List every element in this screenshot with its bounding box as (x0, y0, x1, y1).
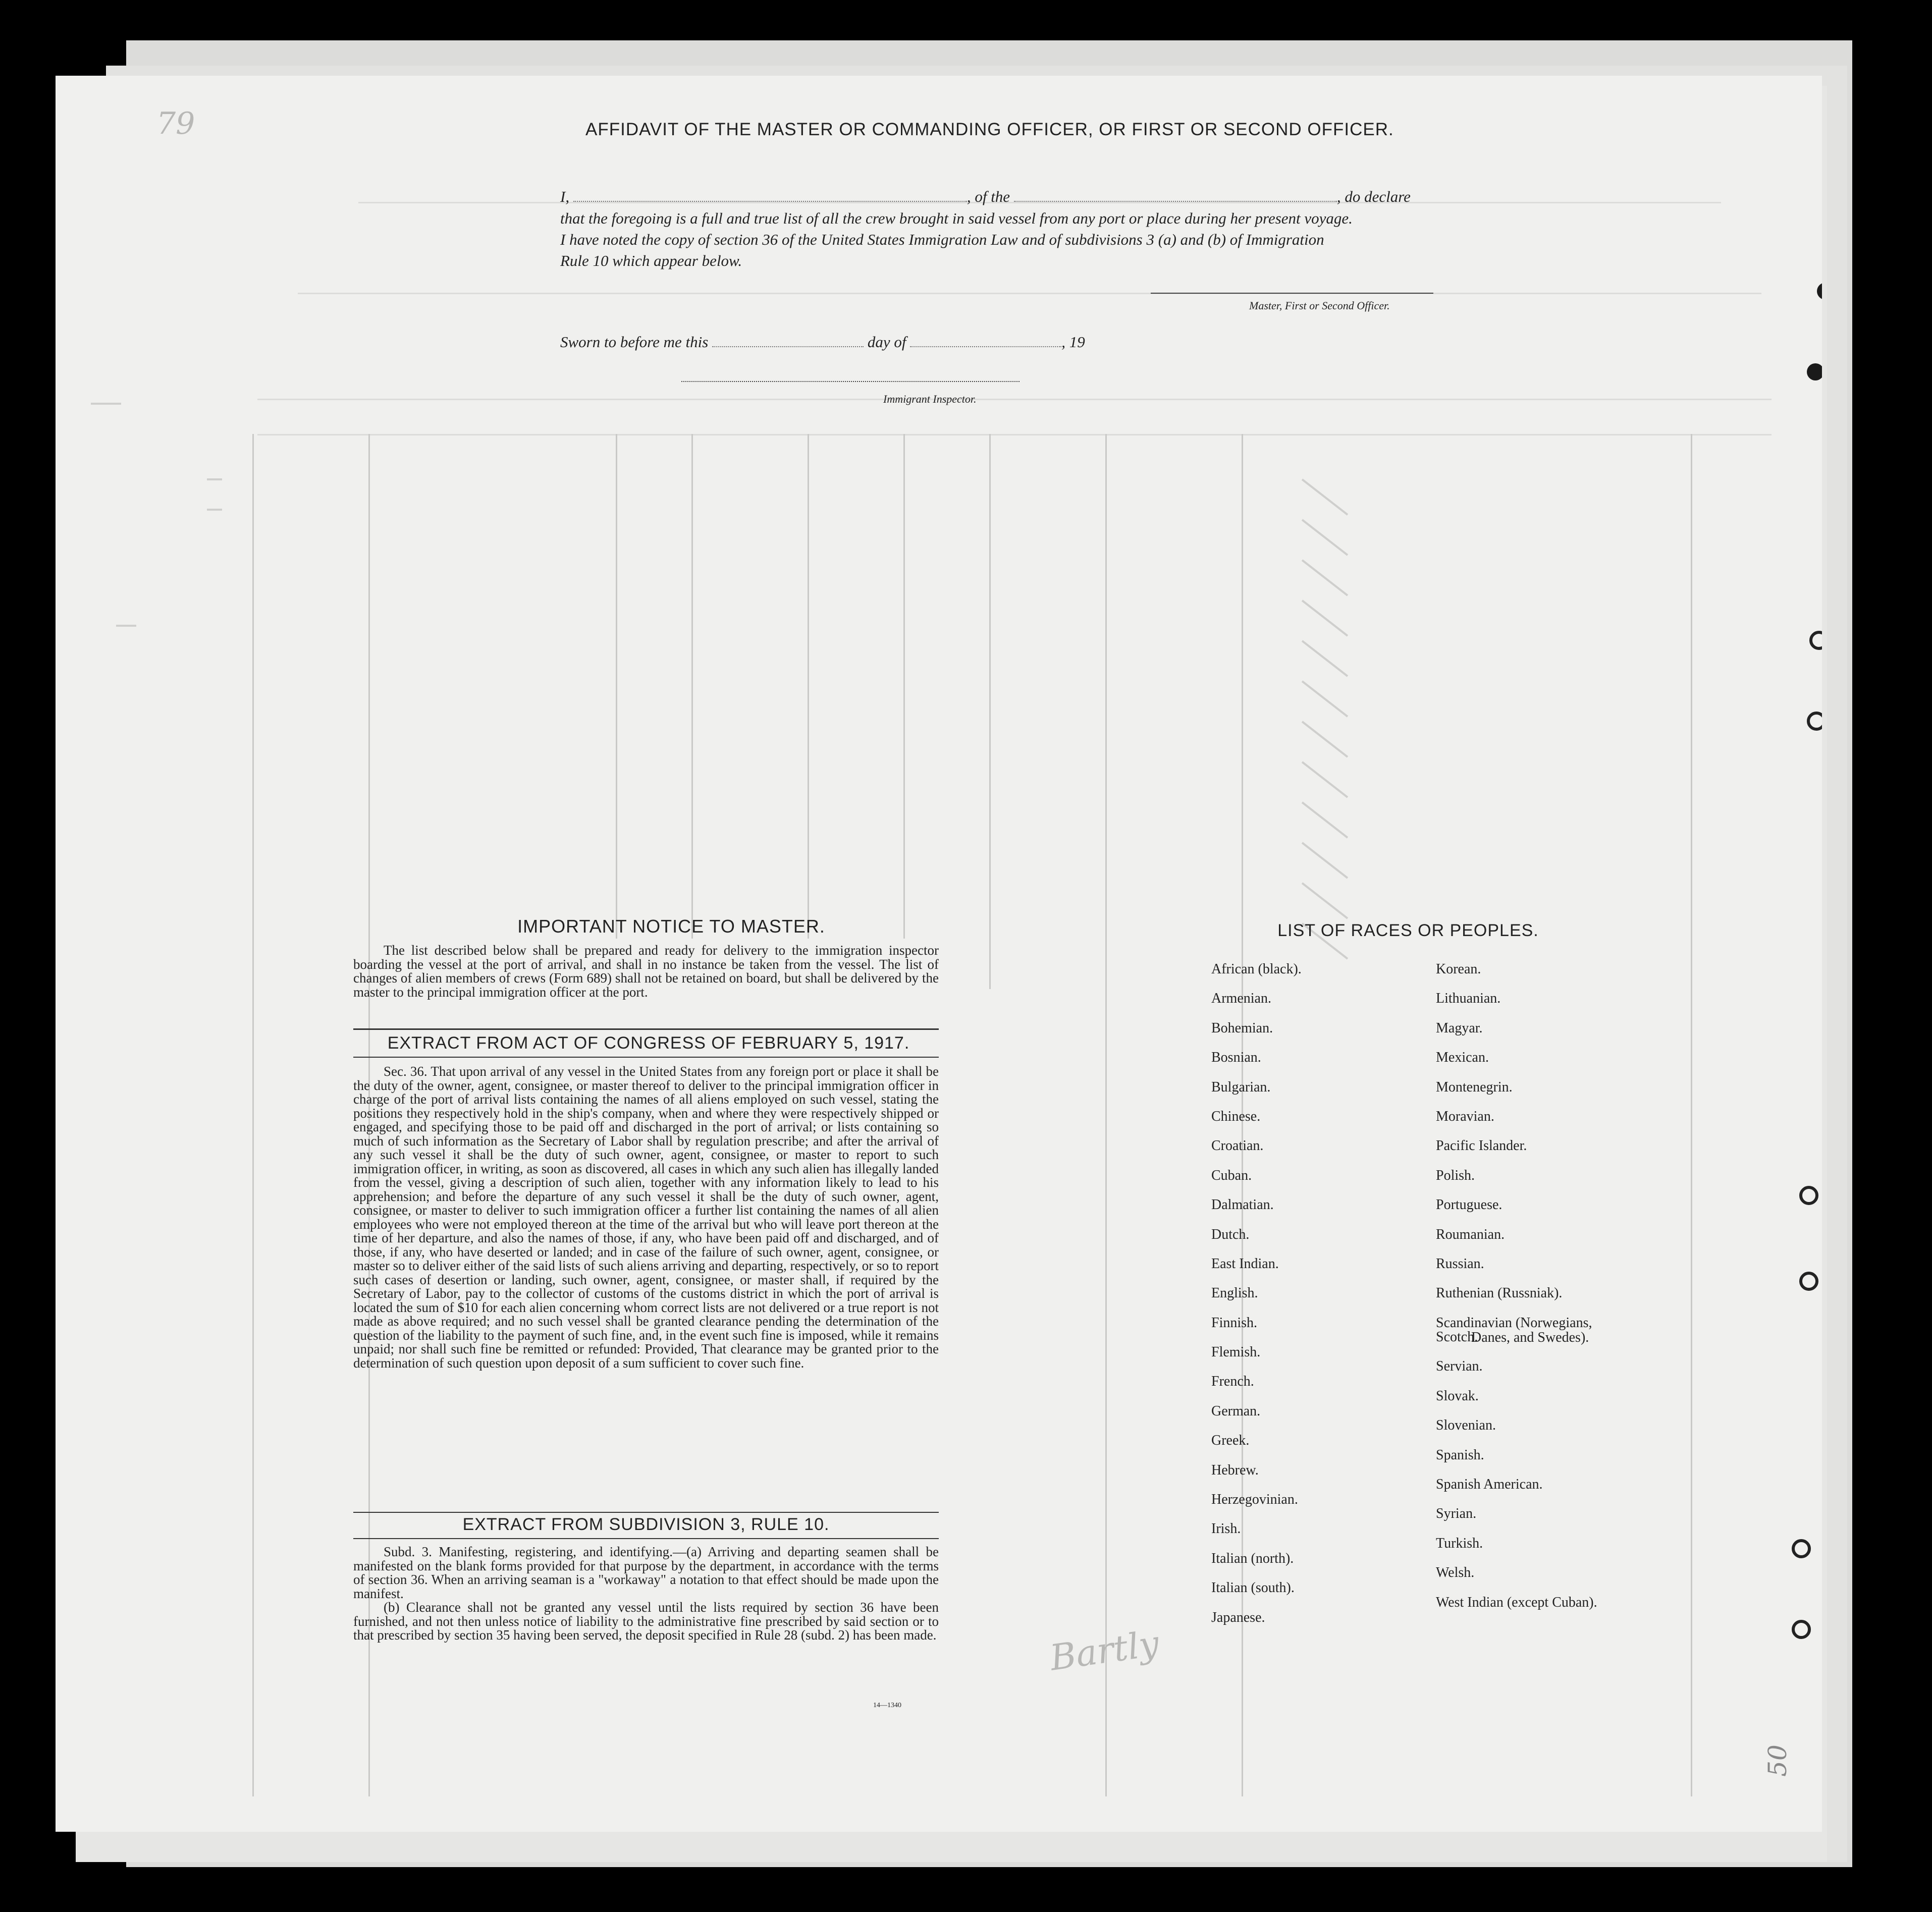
punch-hole-icon (1807, 363, 1822, 380)
race-item: Greek. (1211, 1433, 1250, 1449)
inspector-caption: Immigrant Inspector. (883, 393, 977, 405)
race-item: Italian (south). (1211, 1580, 1295, 1596)
race-item: Korean. (1436, 961, 1481, 977)
race-item: Pacific Islander. (1436, 1138, 1527, 1154)
race-item: Cuban. (1211, 1167, 1252, 1183)
punch-hole-icon (1807, 712, 1822, 731)
race-item: Russian. (1436, 1255, 1484, 1272)
punch-hole-icon (1792, 1539, 1811, 1558)
race-item: Slovak. (1436, 1388, 1479, 1404)
race-item: German. (1211, 1403, 1261, 1419)
notice-paragraph (353, 944, 939, 999)
races-heading: LIST OF RACES OR PEOPLES. (1277, 921, 1539, 940)
race-item: Polish. (1436, 1167, 1475, 1183)
rule-extract-text-b: (b) Clearance shall not be granted any vessel until the lists required by section 36 have been furnished, and not then unless notice of liability to the administrative fine prescribed by said section or to that prescribed by section 35 having been served, the deposit specified in Rule 28 (subd. 2) has been made. (353, 1600, 939, 1643)
race-item: Mexican. (1436, 1050, 1489, 1066)
sworn-text: Sworn to before me this (560, 333, 709, 351)
sworn-month-blank[interactable] (910, 336, 1061, 347)
race-item: Dutch. (1211, 1226, 1250, 1242)
race-item: Portuguese. (1436, 1197, 1502, 1213)
master-signature-line[interactable] (1151, 293, 1433, 294)
notice-heading: IMPORTANT NOTICE TO MASTER. (517, 916, 825, 937)
race-item: English. (1211, 1285, 1258, 1301)
officer-name-blank[interactable] (573, 191, 967, 202)
race-item: East Indian. (1211, 1255, 1279, 1272)
race-item: Chinese. (1211, 1108, 1261, 1124)
affidavit-text: that the foregoing is a full and true list of all the crew brought in said vessel from any port or place during her present voyage. (560, 209, 1353, 227)
divider (353, 1028, 939, 1030)
race-item: West Indian (except Cuban). (1436, 1594, 1597, 1610)
race-item: Syrian. (1436, 1506, 1477, 1522)
race-item: Spanish. (1436, 1447, 1484, 1463)
race-item: Servian. (1436, 1358, 1483, 1375)
affidavit-heading: AFFIDAVIT OF THE MASTER OR COMMANDING OFFICER, OR FIRST OR SECOND OFFICER. (585, 120, 1394, 139)
rule-extract-heading: EXTRACT FROM SUBDIVISION 3, RULE 10. (462, 1515, 830, 1534)
race-item: Montenegrin. (1436, 1079, 1513, 1095)
races-list-left (1211, 962, 1423, 1640)
race-item: Scandinavian (Norwegians, (1436, 1315, 1592, 1331)
affidavit-text: Rule 10 which appear below. (560, 252, 742, 269)
sworn-date-blank[interactable] (712, 336, 864, 347)
signature-icon: Bartly (1047, 1622, 1162, 1679)
race-item: Welsh. (1436, 1565, 1475, 1581)
notice-text: The list described below shall be prepared and ready for delivery to the immigration inspector boarding the vessel at the port of arrival, and shall in no instance be taken from the vessel. The list of changes of alien members of crews (Form 689) shall not be retained on board, but shall be delivered by the master to the principal immigration officer at the port. (353, 943, 939, 1000)
act-extract-text: Sec. 36. That upon arrival of any vessel in the United States from any foreign port or place it shall be the duty of the owner, agent, consignee, or master thereof to deliver to the principal immigration officer in charge of the port of arrival lists containing the names of all aliens employed on such vessel, stating the positions they respectively hold in the ship's company, when and where they were respectively shipped or engaged, and specifying those to be paid off and discharged in the port of arrival; or lists containing so much of such information as the Secretary of Labor shall by regulation prescribe; and after the arrival of any such vessel it shall be the duty of such owner, agent, consignee, or master to report to such immigration officer, in writing, as soon as discovered, all cases in which any such alien has illegally landed from the vessel, giving a description of such alien, together with any information likely to lead to his apprehension; and before the departure of any such vessel it shall be the duty of such owner, agent, consignee, or master to deliver to such immigration officer a further list containing the names of all alien employees who were not employed thereon at the time of the arrival but who will leave port thereon at the time of her departure, and also the names of those, if any, who have been paid off and discharged, and of those, if any, who have deserted or landed; and in case of the failure of such owner, agent, consignee, or master so to deliver either of the said lists of such aliens arriving and departing, respectively, or so to report such cases of desertion or landing, such owner, agent, consignee, or master shall, if required by the Secretary of Labor, pay to the collector of customs of the customs district in which the port of arrival is located the sum of $10 for each alien concerning whom correct lists are not delivered or a true report is not made as above required; and no such vessel shall be granted clearance pending the determination of the question of the liability to the payment of such fine, and, in the event such fine is imposed, while it remains unpaid; nor shall such fine be remitted or refunded: Provided, That clearance may be granted prior to the determination of such question upon deposit of a sum sufficient to cover such fine. (353, 1064, 939, 1371)
race-item: Bosnian. (1211, 1050, 1261, 1066)
sworn-text: , 19 (1061, 333, 1085, 351)
race-item: Hebrew. (1211, 1462, 1259, 1478)
race-item: Ruthenian (Russniak). (1436, 1285, 1563, 1301)
race-item: Irish. (1211, 1521, 1241, 1537)
sheet-number-mark: 50 (1762, 1744, 1792, 1777)
divider (353, 1512, 939, 1513)
vessel-name-blank[interactable] (1014, 191, 1337, 202)
form-number: 14—1340 (873, 1702, 901, 1709)
manifest-page (56, 76, 1822, 1832)
act-extract-paragraph (353, 1065, 939, 1370)
master-caption: Master, First or Second Officer. (1249, 299, 1390, 312)
sworn-line (560, 333, 1085, 351)
affidavit-text: , do declare (1336, 188, 1411, 205)
race-item: Magyar. (1436, 1020, 1483, 1036)
affidavit-text: I, (560, 188, 570, 205)
punch-hole-icon (1799, 1272, 1818, 1291)
divider (353, 1538, 939, 1539)
race-item: Dalmatian. (1211, 1197, 1274, 1213)
race-item: Scotch. (1436, 1329, 1478, 1345)
race-item: French. (1211, 1374, 1254, 1390)
race-item: Roumanian. (1436, 1226, 1505, 1242)
race-item: Bohemian. (1211, 1020, 1273, 1036)
race-item: Moravian. (1436, 1108, 1494, 1124)
affidavit-declaration-line (560, 188, 1411, 206)
punch-hole-icon (1792, 1620, 1811, 1639)
race-item: Flemish. (1211, 1344, 1261, 1360)
races-list-right: Korean. Lithuanian. Magyar. Mexican. Montenegrin. Moravian. Pacific Islander. Polish. Portuguese. Roumanian. Russian. Ruthenian (Russniak). Scandinavian (Norwegians, Danes, and Swedes). Scotch. Servian. Slovak. Slovenian. Spanish. Spanish American. Syrian. Turkish. Welsh. West Indian (except Cuban). (1436, 962, 1698, 1624)
race-item: African (black). (1211, 961, 1302, 977)
race-item: Lithuanian. (1436, 991, 1501, 1007)
act-extract-heading: EXTRACT FROM ACT OF CONGRESS OF FEBRUARY 5, 1917. (387, 1033, 910, 1053)
race-item: Finnish. (1211, 1315, 1258, 1331)
affidavit-text: , of the (967, 188, 1010, 205)
race-item: Japanese. (1211, 1609, 1265, 1625)
race-item: Armenian. (1211, 991, 1271, 1007)
rule-extract-paragraph (353, 1545, 939, 1643)
race-item: Herzegovinian. (1211, 1492, 1298, 1508)
race-item: Spanish American. (1436, 1477, 1543, 1493)
rule-extract-text-a: Subd. 3. Manifesting, registering, and identifying.—(a) Arriving and departing seamen shall be manifested on the blank forms provided for that purpose by the department, in accordance with the terms of section 36. When an arriving seaman is a "workaway" a notation to that effect should be made upon the manifest. (353, 1544, 939, 1601)
race-item: Slovenian. (1436, 1417, 1496, 1434)
race-item: Turkish. (1436, 1535, 1483, 1551)
punch-hole-icon (1799, 1186, 1818, 1205)
divider (353, 1057, 939, 1058)
race-item: Croatian. (1211, 1138, 1264, 1154)
handwritten-mark: 79 (156, 106, 195, 141)
race-item: Italian (north). (1211, 1550, 1294, 1566)
race-item: Bulgarian. (1211, 1079, 1271, 1095)
inspector-signature-line[interactable] (681, 381, 1019, 382)
sworn-text: day of (867, 333, 906, 351)
affidavit-text: I have noted the copy of section 36 of the United States Immigration Law and of subdivisions 3 (a) and (b) of Immigration (560, 231, 1324, 248)
